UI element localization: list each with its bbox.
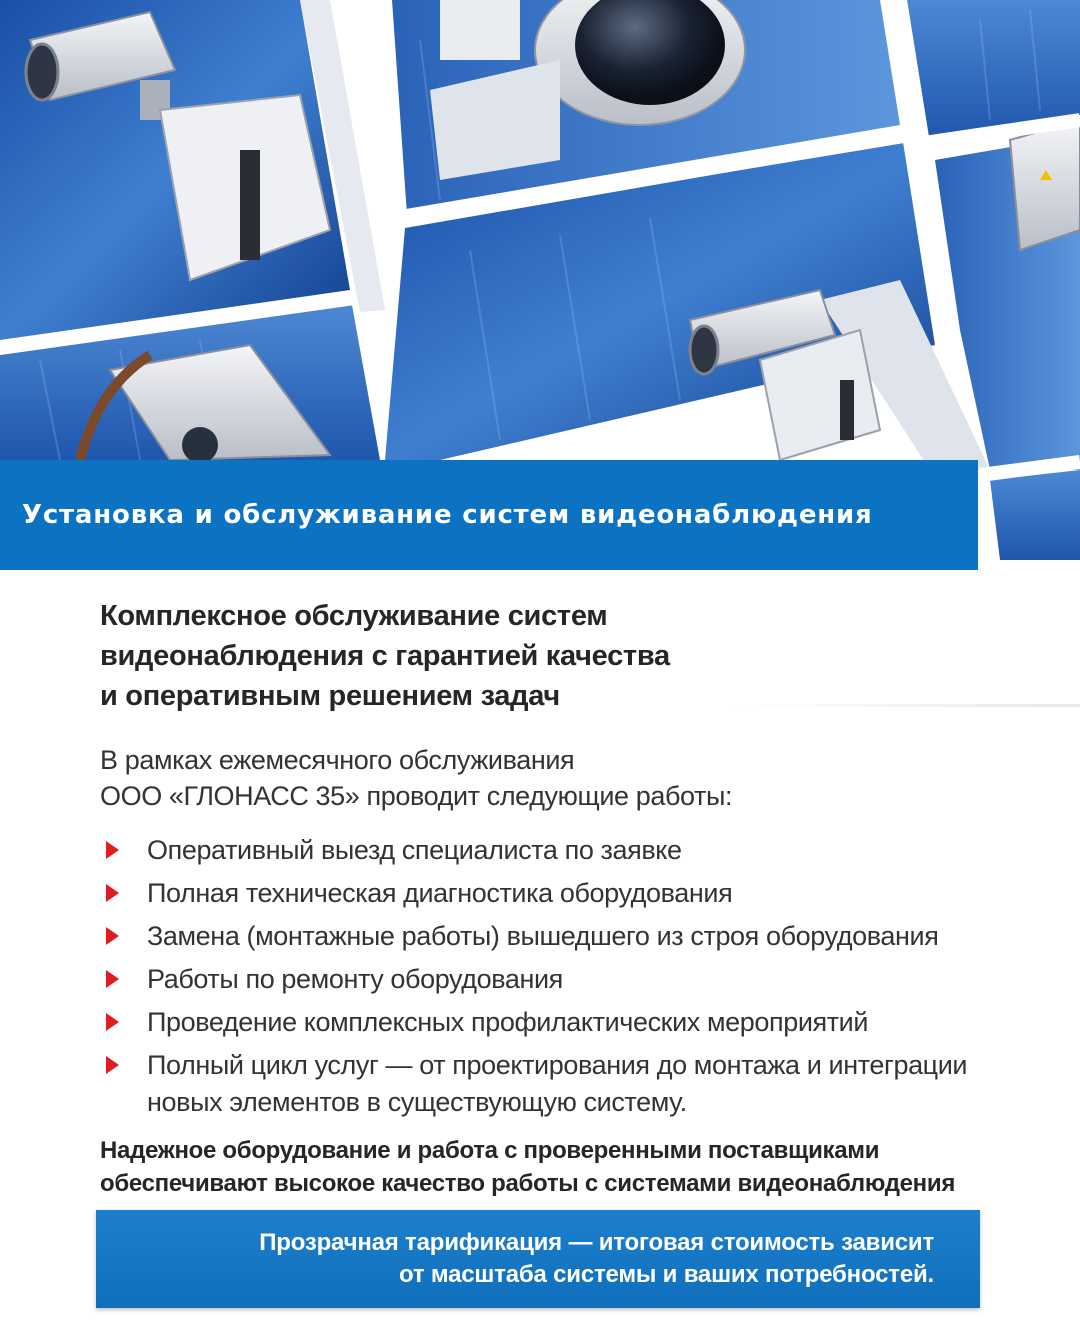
- list-item-text: Оперативный выезд специалиста по заявке: [147, 835, 682, 865]
- closing-statement: Надежное оборудование и работа с проверенными поставщиками обеспечивают высокое качество работы с системами видеонаблюдения: [100, 1137, 956, 1197]
- red-triangle-bullet-icon: [106, 1056, 119, 1074]
- list-item-text: Полный цикл услуг — от проектирования до монтажа и интеграции новых элементов в существующую систему.: [147, 1050, 968, 1117]
- list-item-text: Проведение комплексных профилактических мероприятий: [147, 1007, 869, 1037]
- pricing-text: Прозрачная тарификация — итоговая стоимость зависит от масштаба системы и ваших потребностей.: [259, 1229, 934, 1288]
- list-item: [100, 875, 1000, 912]
- red-triangle-bullet-icon: [106, 841, 119, 859]
- list-item-text: Замена (монтажные работы) вышедшего из строя оборудования: [147, 921, 939, 951]
- services-list: [100, 832, 1000, 1121]
- list-item: [100, 1004, 1000, 1041]
- list-item-text: Работы по ремонту оборудования: [147, 964, 563, 994]
- main-content: [100, 596, 1000, 1127]
- banner-title: Установка и обслуживание систем видеонаблюдения: [22, 500, 873, 530]
- red-triangle-bullet-icon: [106, 927, 119, 945]
- intro-text: В рамках ежемесячного обслуживания ООО «ГЛОНАСС 35» проводит следующие работы:: [100, 745, 733, 811]
- list-item: [100, 918, 1000, 955]
- headline: Комплексное обслуживание систем видеонаблюдения с гарантией качества и оперативным решением задач: [100, 600, 670, 712]
- red-triangle-bullet-icon: [106, 884, 119, 902]
- pricing-box: [96, 1210, 980, 1308]
- list-item: [100, 961, 1000, 998]
- list-item: [100, 832, 1000, 869]
- red-triangle-bullet-icon: [106, 1013, 119, 1031]
- title-banner: [0, 460, 978, 570]
- list-item: [100, 1047, 1000, 1121]
- list-item-text: Полная техническая диагностика оборудования: [147, 878, 733, 908]
- red-triangle-bullet-icon: [106, 970, 119, 988]
